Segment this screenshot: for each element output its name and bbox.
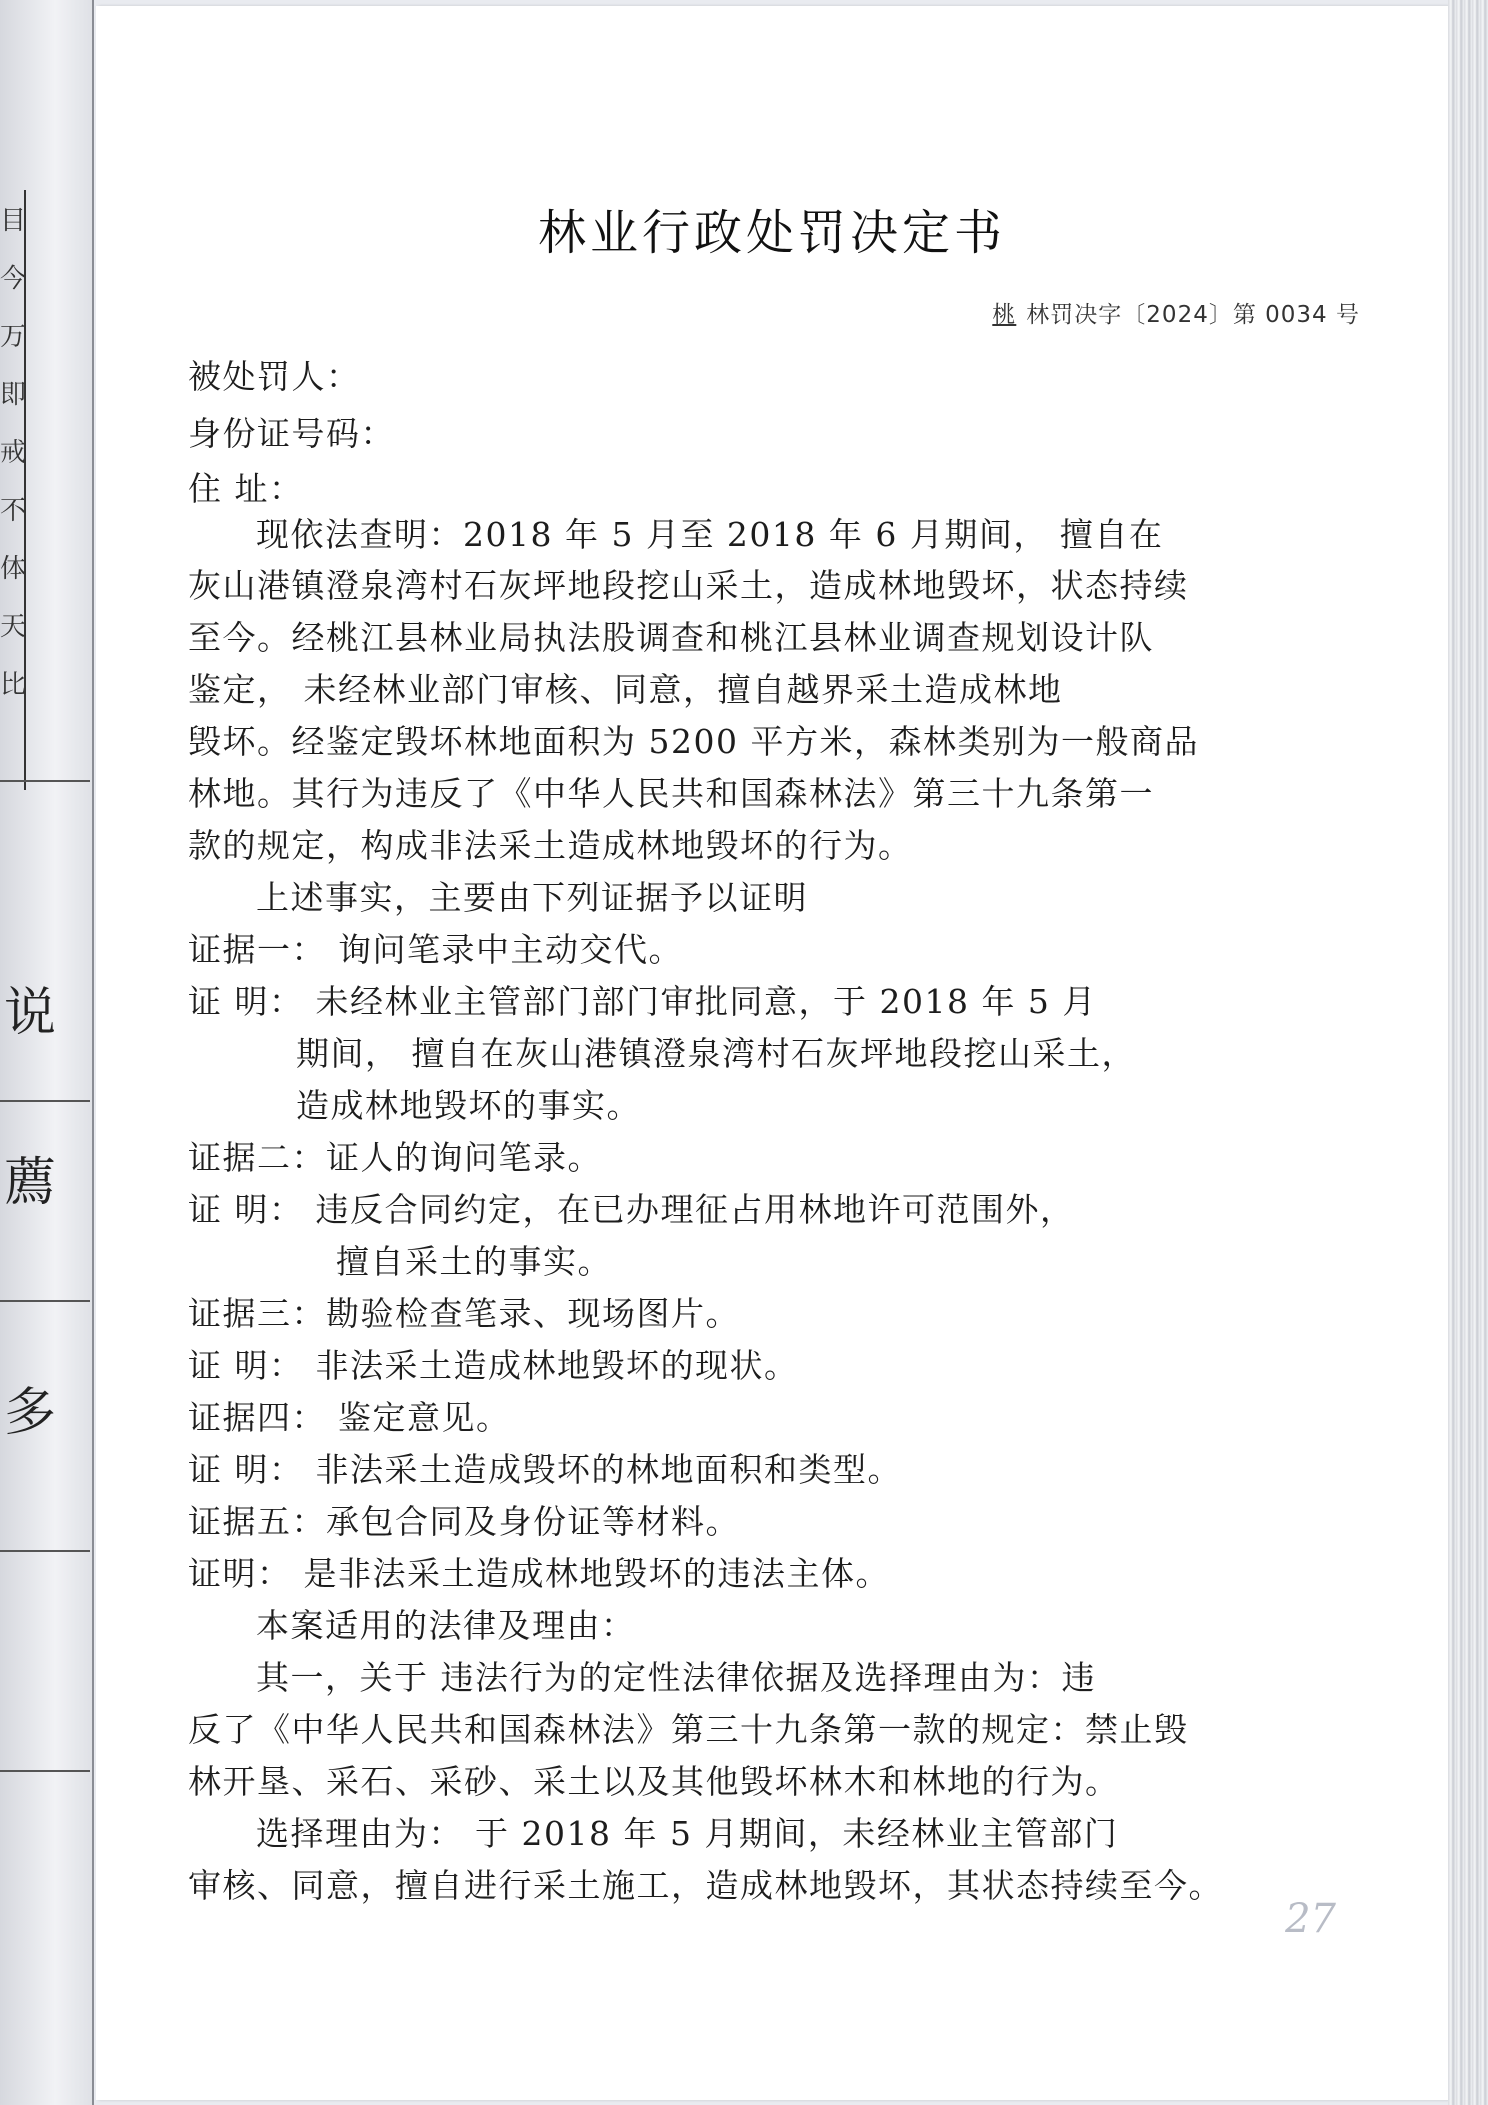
body-line: 款的规定，构成非法采土造成林地毁坏的行为。 bbox=[188, 826, 913, 865]
body-line: 被处罚人： bbox=[188, 357, 361, 396]
body-line: 证 明： 未经林业主管部门部门审批同意，于 2018 年 5 月 bbox=[188, 982, 1097, 1021]
margin-rule bbox=[0, 1300, 90, 1302]
body-line: 证据二：证人的询问笔录。 bbox=[188, 1138, 602, 1177]
margin-sliver-char: 不 bbox=[0, 496, 27, 526]
margin-sliver-char: 戒 bbox=[0, 438, 27, 468]
body-line: 选择理由为： 于 2018 年 5 月期间，未经林业主管部门 bbox=[256, 1814, 1119, 1853]
document-title: 林业行政处罚决定书 bbox=[537, 205, 1006, 261]
body-line: 审核、同意，擅自进行采土施工，造成林地毁坏，其状态持续至今。 bbox=[188, 1866, 1223, 1905]
body-line: 鉴定， 未经林业部门审核、同意，擅自越界采土造成林地 bbox=[188, 670, 1063, 709]
margin-handwriting: 多 bbox=[4, 1383, 57, 1443]
body-line: 期间， 擅自在灰山港镇澄泉湾村石灰坪地段挖山采土， bbox=[296, 1034, 1136, 1073]
body-line: 现依法查明：2018 年 5 月至 2018 年 6 月期间， 擅自在 bbox=[256, 515, 1164, 554]
document-number-text: 林罚决字〔2024〕第 0034 号 bbox=[1026, 302, 1360, 328]
page-stack-edge bbox=[1448, 0, 1488, 2105]
margin-rule bbox=[0, 1100, 90, 1102]
margin-handwriting: 说 bbox=[4, 983, 57, 1043]
body-line: 证据四： 鉴定意见。 bbox=[188, 1398, 511, 1437]
margin-rule bbox=[0, 1550, 90, 1552]
page-corner-mark: 27 bbox=[1285, 1896, 1336, 1942]
margin-sliver-char: 目 bbox=[0, 206, 27, 236]
body-line: 造成林地毁坏的事实。 bbox=[296, 1086, 641, 1125]
body-line: 身份证号码： bbox=[188, 414, 395, 453]
body-line: 证明： 是非法采土造成林地毁坏的违法主体。 bbox=[188, 1554, 890, 1593]
body-line: 证据三：勘验检查笔录、现场图片。 bbox=[188, 1294, 740, 1333]
body-line: 住 址： bbox=[188, 469, 304, 508]
body-line: 林地。其行为违反了《中华人民共和国森林法》第三十九条第一 bbox=[188, 774, 1154, 813]
body-line: 灰山港镇澄泉湾村石灰坪地段挖山采土，造成林地毁坏，状态持续 bbox=[188, 566, 1189, 605]
body-line: 其一，关于 违法行为的定性法律依据及选择理由为：违 bbox=[256, 1658, 1096, 1697]
body-line: 证 明： 违反合同约定，在已办理征占用林地许可范围外， bbox=[188, 1190, 1075, 1229]
margin-handwriting: 薦 bbox=[4, 1153, 57, 1213]
body-line: 林开垦、采石、采砂、采土以及其他毁坏林木和林地的行为。 bbox=[188, 1762, 1120, 1801]
body-line: 反了《中华人民共和国森林法》第三十九条第一款的规定：禁止毁 bbox=[188, 1710, 1189, 1749]
body-line: 本案适用的法律及理由： bbox=[256, 1606, 636, 1645]
body-line: 证 明： 非法采土造成毁坏的林地面积和类型。 bbox=[188, 1450, 902, 1489]
document-page bbox=[96, 6, 1448, 2100]
body-line: 上述事实，主要由下列证据予以证明 bbox=[256, 878, 808, 917]
body-line: 证 明： 非法采土造成林地毁坏的现状。 bbox=[188, 1346, 799, 1385]
margin-sliver-char: 即 bbox=[0, 380, 27, 410]
margin-sliver-char: 比 bbox=[0, 670, 27, 700]
binding-margin bbox=[0, 0, 94, 2105]
margin-sliver-char: 今 bbox=[0, 264, 27, 294]
body-line: 证据五：承包合同及身份证等材料。 bbox=[188, 1502, 740, 1541]
document-number bbox=[982, 296, 1360, 329]
body-line: 擅自采土的事实。 bbox=[336, 1242, 612, 1281]
body-line: 证据一： 询问笔录中主动交代。 bbox=[188, 930, 683, 969]
document-number-prefix: 桃 bbox=[992, 302, 1017, 328]
margin-rule bbox=[0, 780, 90, 782]
margin-sliver-char: 天 bbox=[0, 612, 27, 642]
margin-sliver-char: 体 bbox=[0, 554, 27, 584]
body-line: 至今。经桃江县林业局执法股调查和桃江县林业调查规划设计队 bbox=[188, 618, 1154, 657]
margin-rule bbox=[0, 1770, 90, 1772]
margin-sliver-char: 万 bbox=[0, 322, 27, 352]
body-line: 毁坏。经鉴定毁坏林地面积为 5200 平方米，森林类别为一般商品 bbox=[188, 722, 1199, 761]
